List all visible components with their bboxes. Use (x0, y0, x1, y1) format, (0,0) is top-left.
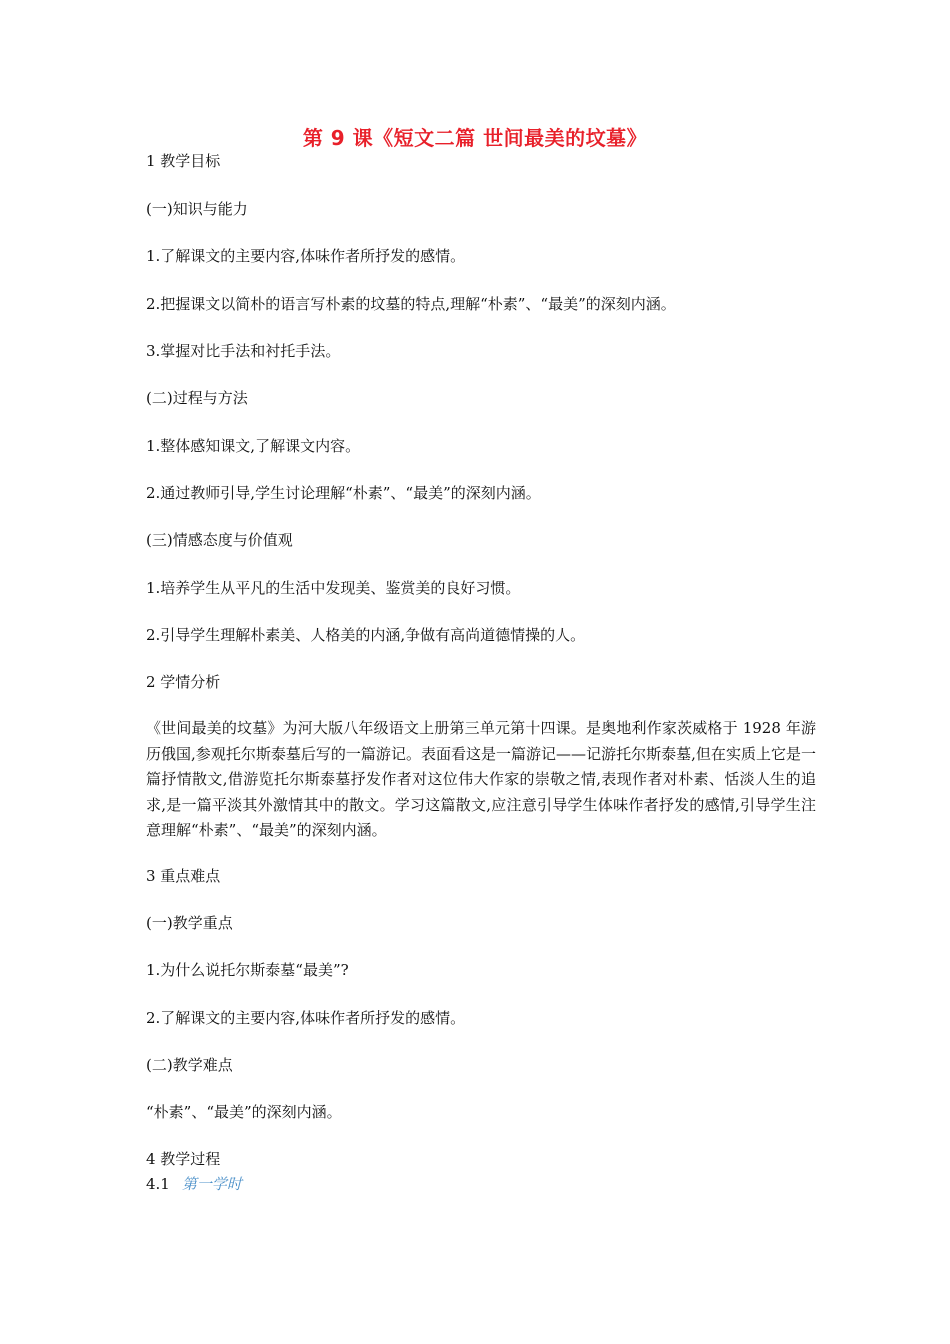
process-subsection-row (146, 1173, 242, 1195)
subheading-process-method: (二)过程与方法 (146, 389, 248, 407)
focus-item-2: 2.了解课文的主要内容,体味作者所抒发的感情。 (146, 1009, 466, 1027)
emotion-item-2: 2.引导学生理解朴素美、人格美的内涵,争做有高尚道德情操的人。 (146, 626, 586, 644)
process-item-1: 1.整体感知课文,了解课文内容。 (146, 437, 361, 455)
subheading-teaching-focus: (一)教学重点 (146, 914, 233, 932)
emotion-item-1: 1.培养学生从平凡的生活中发现美、鉴赏美的良好习惯。 (146, 579, 521, 597)
subsection-number: 4.1 (146, 1175, 170, 1193)
subheading-knowledge-ability: (一)知识与能力 (146, 200, 248, 218)
student-analysis-paragraph: 《世间最美的坟墓》为河大版八年级语文上册第三单元第十四课。是奥地利作家茨威格于 1928 年游历俄国,参观托尔斯泰墓后写的一篇游记。表面看这是一篇游记——记游托尔斯泰墓,但在实质上它是一篇抒情散文,借游览托尔斯泰墓抒发作者对这位伟大作家的崇敬之情,表现作者对朴素、恬淡人生的追求,是一篇平淡其外激情其中的散文。学习这篇散文,应注意引导学生体味作者抒发的感情,引导学生注意理解“朴素”、“最美”的深刻内涵。 (146, 719, 816, 839)
section-heading-teaching-process: 4 教学过程 (146, 1150, 221, 1168)
section-heading-student-analysis: 2 学情分析 (146, 673, 221, 691)
section-heading-teaching-goals: 1 教学目标 (146, 152, 221, 170)
difficulty-item: “朴素”、“最美”的深刻内涵。 (146, 1103, 342, 1121)
process-item-2: 2.通过教师引导,学生讨论理解“朴素”、“最美”的深刻内涵。 (146, 484, 541, 502)
goal-item-1: 1.了解课文的主要内容,体味作者所抒发的感情。 (146, 247, 466, 265)
subheading-teaching-difficulty: (二)教学难点 (146, 1056, 233, 1074)
goal-item-2: 2.把握课文以简朴的语言写朴素的坟墓的特点,理解“朴素”、“最美”的深刻内涵。 (146, 295, 676, 313)
first-lesson-link[interactable]: 第一学时 (181, 1175, 242, 1193)
section-heading-key-points: 3 重点难点 (146, 867, 221, 885)
goal-item-3: 3.掌握对比手法和衬托手法。 (146, 342, 341, 360)
focus-item-1: 1.为什么说托尔斯泰墓“最美”? (146, 961, 349, 979)
page-title: 第 9 课《短文二篇 世间最美的坟墓》 (302, 126, 648, 150)
subheading-emotion-values: (三)情感态度与价值观 (146, 531, 293, 549)
